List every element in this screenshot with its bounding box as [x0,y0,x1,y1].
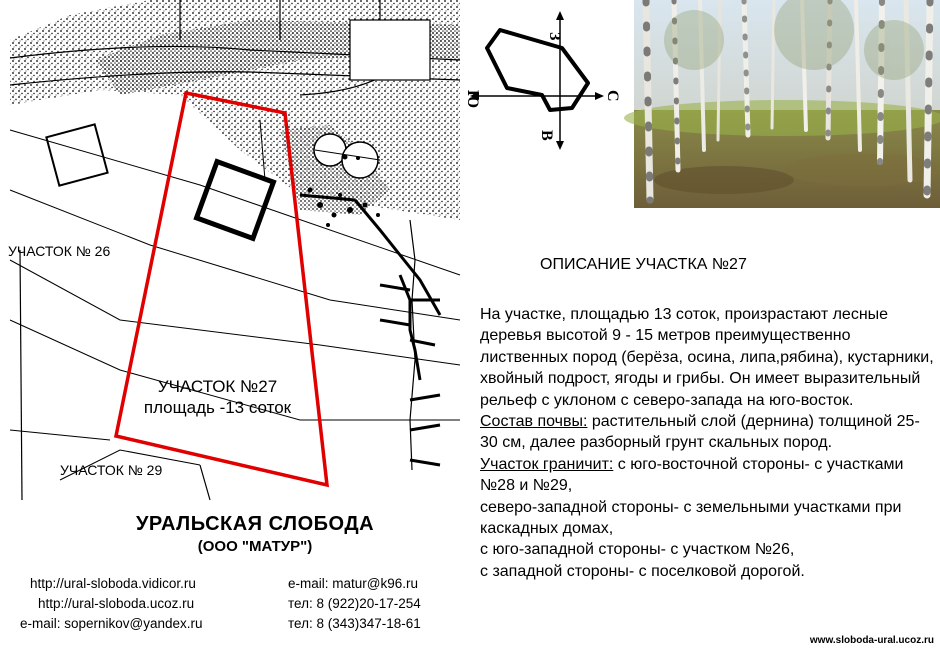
website-link-1[interactable]: http://ural-sloboda.vidicor.ru [30,576,196,591]
plot-description [480,304,935,582]
border-label: Участок граничит: [480,455,614,473]
compass-east-label: В [538,130,555,141]
compass-north-label: С [604,90,621,102]
soil-text: растительный слой (дернина) толщиной 25-30 см, далее разборный грунт скальных пород. [480,413,920,452]
phone-2: тел: 8 (343)347-18-61 [288,616,421,631]
plot-shape-outline [487,30,588,110]
company-org: (ООО "МАТУР") [197,538,313,555]
plot-27-label [120,376,315,418]
plot-27-name: УЧАСТОК №27 [157,377,278,396]
plot-27-area: площадь -13 соток [143,398,292,417]
border-line-3: с юго-западной стороны- с участком №26, [480,541,795,559]
border-line-4: с западной стороны- с поселковой дорогой. [480,562,805,580]
email-link-1[interactable]: e-mail: sopernikov@yandex.ru [20,616,203,631]
footer-url[interactable]: www.sloboda-ural.ucoz.ru [809,635,934,646]
description-paragraph: На участке, площадью 13 соток, произрастают лесные деревья высотой 9 - 15 метров преимущественно лиственных пород (берёза, осина, липа,рябина), кустарники, хвойный подрост, ягоды и грибы. Он имеет выразительный рельеф с уклоном с северо-запада на юго-восток. [480,306,934,409]
plot-26-label: УЧАСТОК № 26 [8,243,111,259]
border-section [480,454,935,497]
compass-south-label: Ю [464,90,481,109]
birch-forest-photo [634,0,940,208]
company-name: УРАЛЬСКАЯ СЛОБОДА [135,513,375,535]
email-link-2[interactable]: e-mail: matur@k96.ru [288,576,418,591]
description-title: ОПИСАНИЕ УЧАСТКА №27 [540,256,747,273]
border-line-1: с юго-восточной стороны- с участками №28 и №29, [480,455,904,495]
compass-west-label: З [546,32,563,41]
house-in-plot [197,162,274,239]
company-block [0,513,510,555]
phone-1: тел: 8 (922)20-17-254 [288,596,421,611]
compass-icon [462,8,621,158]
border-line-2: северо-западной стороны- с земельными участками при каскадных домах, [480,498,902,538]
house-left [46,124,107,185]
soil-section [480,411,935,454]
soil-label: Состав почвы: [480,413,588,431]
website-link-2[interactable]: http://ural-sloboda.ucoz.ru [38,596,195,611]
plot-29-label: УЧАСТОК № 29 [60,462,163,478]
